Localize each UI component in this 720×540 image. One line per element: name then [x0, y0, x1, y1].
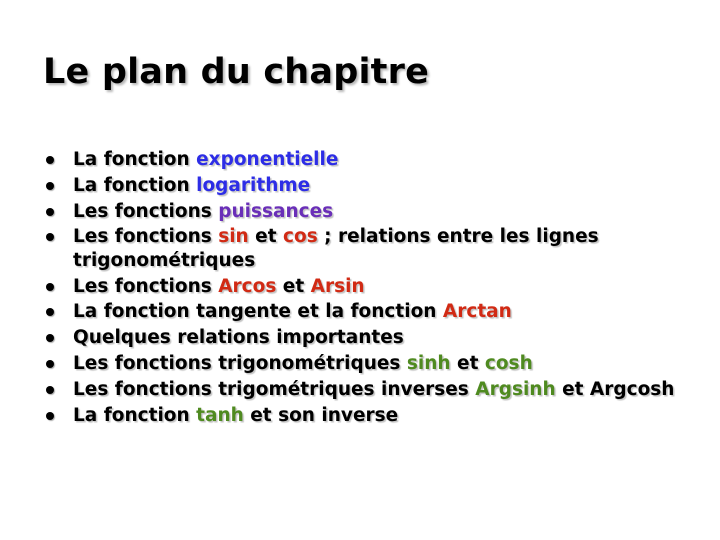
list-item [40, 174, 690, 198]
bullet-icon [46, 233, 54, 241]
item-text: La fonction tangente et la fonction [73, 301, 443, 323]
item-text: La fonction [73, 174, 197, 196]
bullet-icon [46, 360, 54, 368]
item-text: ; relations entre les lignes trigonométriques [73, 226, 599, 271]
item-text: Les fonctions [73, 200, 219, 222]
bullet-icon [46, 334, 54, 342]
list-item [40, 378, 690, 402]
item-text: et Argcosh [555, 378, 675, 400]
list-item [40, 326, 690, 350]
item-keyword: sinh [406, 353, 451, 375]
item-keyword: Arctan [442, 301, 512, 323]
item-keyword: Argsinh [475, 378, 556, 400]
item-text: et [276, 275, 311, 297]
item-keyword: puissances [218, 200, 334, 222]
bullet-icon [46, 208, 54, 216]
item-text: Les fonctions trigométriques inverses [73, 378, 476, 400]
item-text: La fonction [73, 404, 197, 426]
item-keyword: tanh [196, 404, 244, 426]
item-text: et [248, 226, 284, 248]
item-text: et [450, 353, 485, 375]
item-text: et son inverse [243, 404, 399, 426]
item-keyword: Arcos [218, 275, 277, 297]
bullet-icon [46, 156, 54, 164]
bullet-icon [46, 283, 54, 291]
item-keyword: Arsin [310, 275, 365, 297]
list-item [40, 352, 690, 376]
list-item [40, 275, 690, 299]
list-item [40, 225, 690, 272]
list-item [40, 300, 690, 324]
bullet-icon [46, 386, 54, 394]
chapter-plan-list [40, 148, 690, 429]
bullet-icon [46, 182, 54, 190]
list-item [40, 200, 690, 224]
item-keyword: cos [283, 226, 318, 248]
bullet-icon [46, 412, 54, 420]
bullet-icon [46, 308, 54, 316]
item-text: La fonction [73, 149, 197, 170]
slide-title: Le plan du chapitre [43, 52, 430, 92]
item-keyword: sin [218, 226, 249, 248]
list-item [40, 404, 690, 428]
item-text: Les fonctions [73, 275, 219, 297]
item-text: Les fonctions trigonométriques [73, 353, 407, 375]
item-keyword: cosh [484, 353, 533, 375]
item-text: Les fonctions [73, 226, 219, 248]
item-text: Quelques relations importantes [73, 327, 404, 349]
item-keyword: exponentielle [196, 149, 339, 170]
list-item [40, 148, 690, 172]
item-keyword: logarithme [196, 174, 311, 196]
